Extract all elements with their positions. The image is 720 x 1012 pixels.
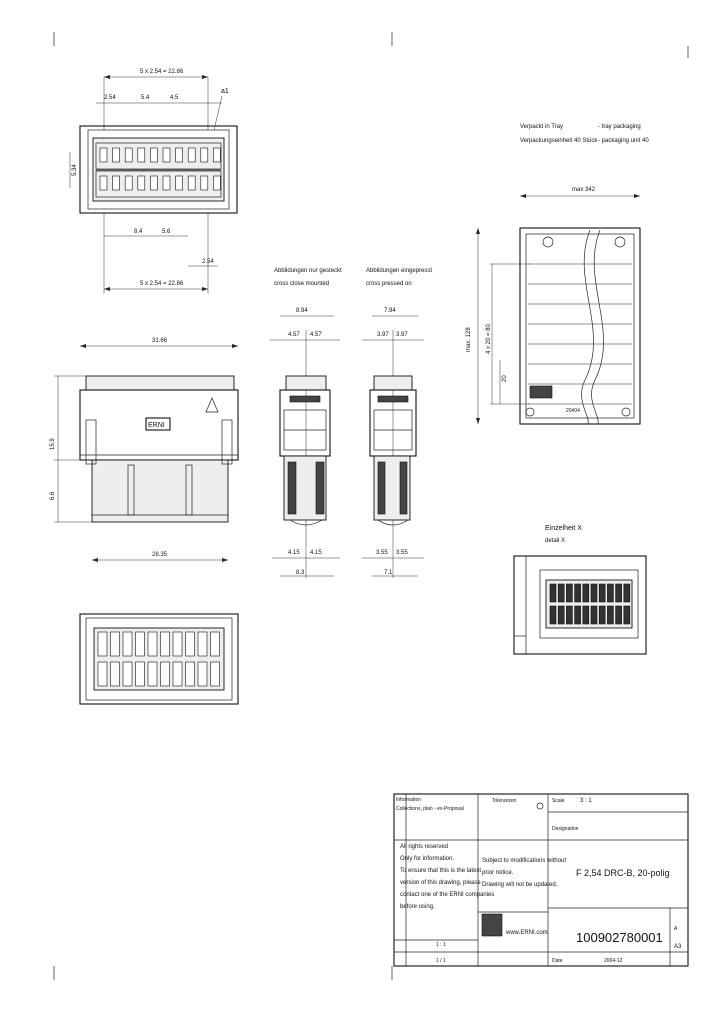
contact-pin: [575, 606, 581, 624]
top-dim-overall-bottom: 5 x 2.54 = 22.86: [140, 281, 184, 287]
tb-sheet-value: 1 / 1: [436, 958, 446, 964]
side1-dim-b1: 4.15: [288, 550, 300, 556]
contact-pin: [591, 584, 597, 602]
contact-pin: [100, 148, 107, 162]
side2-caption-de: Abbildungen eingepresst: [366, 268, 433, 274]
tb-scale-small: 1 : 1: [436, 942, 446, 948]
contact-pin: [583, 606, 589, 624]
contact-pin: [624, 584, 630, 602]
contact-pin: [148, 632, 157, 656]
front-dim-height: 15.9: [50, 438, 56, 450]
detail-view: [514, 525, 646, 654]
pack-line1-de: Verpackt in Tray: [520, 124, 564, 130]
contact-pin: [125, 176, 132, 190]
tb-subject2: prior notice.: [482, 870, 514, 876]
side2-dim-b2: 3.55: [396, 550, 408, 556]
contact-pin: [100, 176, 107, 190]
contact-pin: [98, 662, 107, 686]
packaging-view: [466, 124, 649, 424]
side1-caption-de: Abbildungen nur gesteckt: [274, 268, 342, 274]
contact-pin: [616, 606, 622, 624]
title-block: [394, 794, 688, 966]
pack-dim-row: 20: [502, 375, 508, 382]
contact-pin: [113, 176, 120, 190]
top-dim-mid2: 4.5: [170, 95, 179, 101]
contact-pin: [198, 662, 207, 686]
top-dim-pitch-left: 2.54: [104, 95, 116, 101]
pack-line1-en: - tray packaging: [598, 124, 641, 130]
top-view: [70, 69, 237, 294]
contact-pin: [599, 606, 605, 624]
tb-scale-value: 3 : 1: [580, 798, 592, 804]
tb-info-label: Information: [396, 797, 422, 803]
tb-website: www.ERNI.com: [506, 930, 548, 936]
contact-pin: [148, 662, 157, 686]
tb-date-value: 2004-12: [604, 958, 623, 964]
tb-designation-label: Designation: [552, 826, 579, 832]
contact-pin: [558, 606, 564, 624]
projection-symbol-icon: [537, 803, 543, 809]
contact-pin: [599, 584, 605, 602]
contact-pin: [583, 584, 589, 602]
contact-pin: [566, 584, 572, 602]
top-dim-lower1: 8.4: [134, 229, 143, 235]
contact-pin: [123, 632, 132, 656]
contact-pin: [201, 148, 208, 162]
top-detail-ref: a1: [221, 88, 229, 95]
top-dim-overall: 5 x 2.54 = 22.86: [140, 69, 184, 75]
top-dim-mid1: 5.4: [141, 95, 150, 101]
contact-pin: [550, 606, 556, 624]
contact-pin: [176, 148, 183, 162]
side-view-mounted: [270, 268, 342, 578]
tb-format: A3: [674, 944, 682, 950]
contact-pin: [201, 176, 208, 190]
contact-pin: [111, 662, 120, 686]
contact-pin: [607, 606, 613, 624]
pack-dim-rows: 4 x 20 = 80: [486, 324, 492, 354]
top-dim-lower2: 5.6: [162, 229, 171, 235]
contact-pin: [176, 176, 183, 190]
contact-pin: [188, 176, 195, 190]
detail-subtitle: detail X: [545, 538, 566, 544]
contact-pin: [161, 632, 170, 656]
erni-logo-text: ERNI: [148, 422, 165, 429]
contact-pin: [213, 176, 220, 190]
tb-rights: All rights reserved: [400, 844, 449, 850]
contact-pin: [163, 176, 170, 190]
tb-note2: version of this drawing, please: [400, 880, 481, 886]
contact-pin: [113, 148, 120, 162]
top-dim-pitch-right: 2.54: [202, 259, 214, 265]
side1-dim-left: 4.57: [288, 332, 300, 338]
side1-dim-bottom: 8.3: [296, 570, 305, 576]
contact-pin: [211, 662, 220, 686]
contact-pin: [616, 584, 622, 602]
detail-title: Einzelheit X: [545, 525, 582, 532]
contact-pin: [173, 662, 182, 686]
side2-dim-b1: 3.55: [376, 550, 388, 556]
side2-dim-left: 3.97: [377, 332, 389, 338]
side2-caption-en: cross pressed on: [366, 281, 412, 287]
contact-pin: [173, 632, 182, 656]
tb-date-label: Date: [552, 958, 563, 964]
contact-pin: [550, 584, 556, 602]
contact-pin: [138, 176, 145, 190]
contact-pin: [198, 632, 207, 656]
contact-pin: [558, 584, 564, 602]
contact-pin: [566, 606, 572, 624]
contact-pin: [591, 606, 597, 624]
side2-dim-top: 7.94: [384, 308, 396, 314]
tb-rev: A: [674, 926, 678, 932]
contact-pin: [186, 632, 195, 656]
contact-pin: [125, 148, 132, 162]
front-view: [50, 338, 238, 562]
tb-note1: To ensure that this is the latest: [400, 868, 482, 874]
contact-pin: [136, 632, 145, 656]
bottom-view: [80, 614, 238, 704]
contact-pin: [161, 662, 170, 686]
side2-dim-bottom: 7.1: [384, 570, 393, 576]
tb-subject3: Drawing will not be updated.: [482, 882, 558, 888]
contact-pin: [136, 662, 145, 686]
erni-logo-icon: [482, 914, 502, 936]
contact-pin: [575, 584, 581, 602]
contact-pin: [123, 662, 132, 686]
contact-pin: [186, 662, 195, 686]
side1-caption-en: cross close mounted: [274, 281, 330, 287]
side1-dim-b2: 4.15: [310, 550, 322, 556]
contact-pin: [607, 584, 613, 602]
contact-pin: [138, 148, 145, 162]
tb-subject1: Subject to modifications without: [482, 858, 567, 864]
pack-line2-en: - packaging unit 40: [598, 138, 649, 144]
contact-pin: [150, 148, 157, 162]
contact-pin: [98, 632, 107, 656]
tray-label: 20404: [566, 408, 580, 414]
tb-tolerance-label: Toleranzen: [492, 798, 517, 804]
contact-pin: [213, 148, 220, 162]
contact-pin: [150, 176, 157, 190]
side-view-pressed: [362, 268, 432, 578]
pack-dim-height: max. 128: [466, 327, 472, 352]
tb-scale-label: Scale: [552, 798, 565, 804]
front-dim-width: 31.66: [152, 338, 168, 344]
top-dim-height: 5.34: [72, 164, 78, 176]
front-dim-base: 28.35: [152, 552, 168, 558]
warning-icon: [206, 398, 218, 412]
tb-note3: contact one of the ERNI companies: [400, 892, 495, 898]
side2-dim-right: 3.97: [396, 332, 408, 338]
pack-dim-width: max 342: [572, 187, 596, 193]
tb-part-number: 100902780001: [576, 930, 663, 945]
front-dim-lower-height: 6.6: [50, 491, 56, 500]
tb-only-info: Only for information.: [400, 856, 455, 862]
contact-pin: [111, 632, 120, 656]
contact-pin: [163, 148, 170, 162]
contact-pin: [188, 148, 195, 162]
contact-pin: [624, 606, 630, 624]
tb-designation: F 2,54 DRC-B, 20-polig: [576, 868, 670, 878]
tb-note4: before using.: [400, 904, 435, 910]
side1-dim-right: 4.57: [310, 332, 322, 338]
contact-pin: [211, 632, 220, 656]
tb-info-value: Collections, plan - ex-Proposal: [396, 806, 464, 812]
side1-dim-top: 8.94: [296, 308, 308, 314]
pack-line2-de: Verpackungseinheit 40 Stück: [520, 138, 598, 144]
